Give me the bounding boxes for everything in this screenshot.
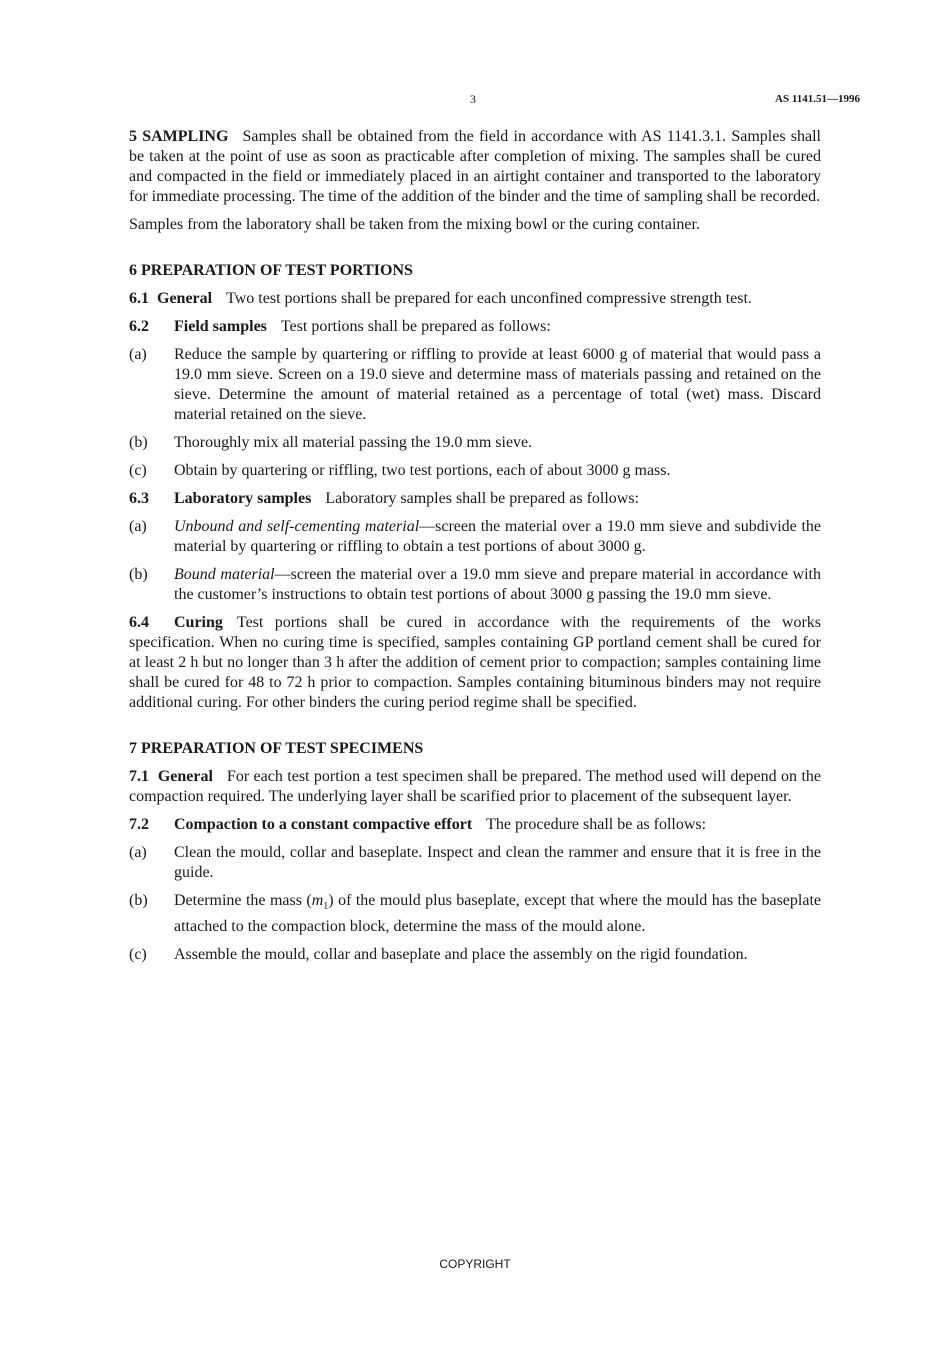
clause-6-2-number: 6.2: [129, 318, 149, 335]
clause-6-4-title: Curing: [174, 614, 223, 631]
page-number: 3: [470, 92, 476, 106]
clause-6-3-number: 6.3: [129, 490, 149, 507]
list-item: [129, 565, 821, 605]
clause-6-2-title: Field samples: [174, 318, 267, 335]
list-label: (a): [129, 346, 147, 363]
list-item: [129, 433, 821, 453]
clause-6-4-number: 6.4: [129, 614, 149, 631]
list-label: (c): [129, 462, 147, 479]
section-5-paragraph: [129, 127, 821, 207]
clause-7-2-title: Compaction to a constant compactive effort: [174, 816, 473, 833]
document-id: AS 1141.51—1996: [775, 93, 860, 105]
list-text: Obtain by quartering or riffling, two test portions, each of about 3000 g mass.: [174, 462, 671, 479]
clause-7-1: [129, 767, 821, 807]
clause-6-2-text: Test portions shall be prepared as follows:: [280, 318, 551, 335]
list-label: (a): [129, 518, 147, 535]
section-7-heading: 7 PREPARATION OF TEST SPECIMENS: [129, 740, 424, 757]
clause-7-1-text: For each test portion a test specimen shall be prepared. The method used will depend on the compaction required. The underlying layer shall be scarified prior to placement of the subsequent layer.: [129, 768, 822, 805]
list-text: Clean the mould, collar and baseplate. Inspect and clean the rammer and ensure that it is free in the guide.: [174, 844, 821, 881]
list-term: Unbound and self-cementing material: [174, 518, 420, 535]
list-text-post: ) of the mould plus baseplate, except that where the mould has the baseplate attached to the compaction block, determine the mass of the mould alone.: [174, 892, 822, 936]
list-label: (b): [129, 434, 148, 451]
list-text: —screen the material over a 19.0 mm sieve and subdivide the material by quartering or riffling to obtain a test portions of about 3000 g.: [174, 518, 821, 555]
clause-7-2-text: The procedure shall be as follows:: [486, 816, 707, 833]
section-6-heading: 6 PREPARATION OF TEST PORTIONS: [129, 262, 413, 279]
list-item: [129, 891, 821, 937]
mass-variable: m: [311, 892, 324, 909]
section-5-paragraph-2: Samples from the laboratory shall be taken from the mixing bowl or the curing container.: [129, 216, 700, 233]
list-label: (a): [129, 844, 147, 861]
section-5-heading: 5 SAMPLING: [129, 128, 229, 145]
clause-6-1-title: General: [157, 290, 213, 307]
list-label: (b): [129, 892, 148, 909]
clause-6-4: [129, 613, 821, 713]
clause-7-2: [129, 815, 821, 835]
clause-6-3-title: Laboratory samples: [174, 490, 312, 507]
clause-7-2-number: 7.2: [129, 816, 149, 833]
list-text: Assemble the mould, collar and baseplate and place the assembly on the rigid foundation.: [174, 946, 748, 964]
list-text: —screen the material over a 19.0 mm sieve and prepare material in accordance with the customer’s instructions to obtain test portions of about 3000 g passing the 19.0 mm sieve.: [174, 566, 821, 603]
clause-6-3-text: Laboratory samples shall be prepared as follows:: [325, 490, 640, 507]
mass-variable-subscript: 1: [323, 901, 329, 913]
list-item: [129, 945, 821, 965]
clause-6-4-text: Test portions shall be cured in accordance with the requirements of the works specification. When no curing time is specified, samples containing GP portland cement shall be cured for at least 2 h but no longer than 3 h after the addition of cement prior to compaction; samples containing lime shall be cured for 48 to 72 h prior to compaction. Samples containing bituminous binders may not require additional curing. For other binders the curing period regime shall be specified.: [129, 614, 821, 711]
section-5-text: Samples shall be obtained from the field in accordance with AS 1141.3.1. Samples shall be taken at the point of use as soon as practicable after completion of mixing. The samples shall be cured and compacted in the field or immediately placed in an airtight container and transported to the laboratory for immediate processing. The time of the addition of the binder and the time of sampling shall be recorded.: [129, 128, 821, 205]
list-label: (b): [129, 566, 148, 583]
list-item: [129, 461, 821, 481]
clause-6-1-number: 6.1: [129, 290, 149, 307]
copyright-footer: COPYRIGHT: [439, 1257, 511, 1271]
document-body: [129, 127, 821, 973]
list-term: Bound material: [174, 566, 275, 583]
list-item: [129, 345, 821, 425]
clause-6-1: [129, 289, 821, 309]
clause-7-1-number: 7.1: [129, 768, 149, 785]
list-item: [129, 517, 821, 557]
clause-6-3: [129, 489, 821, 509]
list-text: Thoroughly mix all material passing the 19.0 mm sieve.: [174, 434, 533, 451]
clause-7-1-title: General: [157, 768, 213, 785]
list-text: Reduce the sample by quartering or riffling to provide at least 6000 g of material that would pass a 19.0 mm sieve. Screen on a 19.0 sieve and determine mass of materials passing and retained on the sieve. Determine the amount of material retained as a percentage of total (wet) mass. Discard material retained on the sieve.: [174, 346, 821, 423]
clause-6-2: [129, 317, 821, 337]
clause-6-1-text: Two test portions shall be prepared for each unconfined compressive strength test.: [226, 290, 752, 307]
list-text-pre: Determine the mass (: [174, 892, 312, 909]
list-label: (c): [129, 946, 147, 964]
list-item: [129, 843, 821, 883]
